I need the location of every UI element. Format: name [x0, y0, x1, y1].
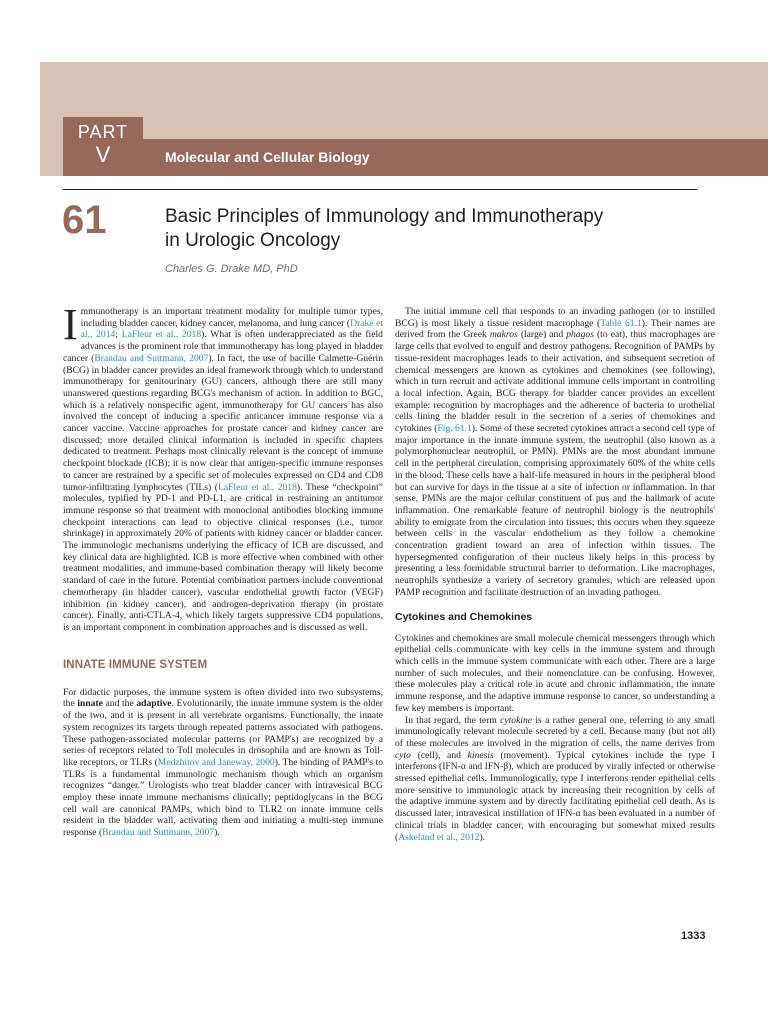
citation-link[interactable]: Askeland et al., 2012 [398, 831, 480, 843]
chapter-title [165, 205, 685, 253]
citation-link[interactable]: LaFleur et al., 2018 [121, 329, 202, 341]
table-reference-link[interactable]: Table 61.1 [600, 317, 642, 329]
author-byline: Charles G. Drake MD, PhD [165, 263, 298, 275]
chapter-title-line-1: Basic Principles of Immunology and Immunotherapy [165, 206, 604, 227]
chapter-number: 61 [62, 198, 107, 242]
figure-reference-link[interactable]: Fig. 61.1 [437, 423, 472, 435]
right-column [395, 306, 715, 843]
section-heading: INNATE IMMUNE SYSTEM [63, 658, 208, 671]
citation-link[interactable]: Brandau and Suttmann, 2007 [102, 827, 215, 839]
citation-link[interactable]: LaFleur et al., 2018 [217, 481, 297, 493]
drop-cap: I [63, 300, 78, 349]
body-paragraph: For didactic purposes, the immune system is often divided into two subsystems, the innate and the adaptive. Evolutionarily, the innate immune system is the older of the two, and it is present in all vertebrate organisms. Functionally, the innate system recognizes its targets through repeated patterns associated with pathogens. These pathogen-associated molecular patterns (or PAMP's) are recognized by a series of receptors related to Toll molecules in drosophila and are known as Toll-like receptors, or TLRs (Medzhitov and Janeway, 2000). The binding of PAMP's to TLRs is a fundamental immunologic mechanism though which an organism recognizes “danger.” Urologists who treat bladder cancer with intravesical BCG employ these innate immune mechanisms clinically; peptidoglycans in the BCG cell wall are canonical PAMPs, which bind to TLR2 on innate immune cells resident in the bladder wall, activating them and initiating a multi-step immune response (Brandau and Suttmann, 2007). [63, 686, 383, 839]
subsection-heading: Cytokines and Chemokines [395, 610, 533, 623]
chapter-title-line-2: in Urologic Oncology [165, 230, 341, 251]
part-title: Molecular and Cellular Biology [165, 149, 370, 165]
citation-link[interactable]: Drake et al., 2014 [80, 317, 383, 341]
body-paragraph: Cytokines and chemokines are small molecule chemical messengers through which epithelial cells communicate with key cells in the immune system and through which cells in the immune system communicate with each other. There are a large number of such molecules, and their nomenclature can be confusing. However, these molecules play a critical role in acute and chronic inflammation, the innate immune response, and the adaptive immune response to cancer, so understanding a few key members is important. [395, 632, 715, 714]
part-label: PART [77, 122, 129, 142]
body-paragraph: In that regard, the term cytokine is a rather general one, referring to any small immunologically relevant molecule secreted by a cell. Because many (but not all) of these molecules are involved in the migration of cells, the name derives from cyto (cell), and kinesis (movement). Typical cytokines include the type I interferons (IFN-α and IFN-β), which are produced by virally infected or otherwise stressed epithelial cells. Immunologically, type I interferons render epithelial cells more sensitive to immunologic attack by increasing their recognition by cells of the adaptive immune system and by directly facilitating epithelial cell death. As is discussed later, intravesical instillation of IFN-α has been evaluated in a number of clinical trials in bladder cancer, with encouraging but somewhat mixed results (Askeland et al., 2012). [395, 714, 715, 843]
page-number: 1333 [681, 930, 706, 942]
left-column [63, 300, 383, 839]
chapter-divider [63, 189, 697, 190]
citation-link[interactable]: Medzhitov and Janeway, 2000 [157, 756, 275, 768]
citation-link[interactable]: Brandau and Suttmann, 2007 [94, 352, 209, 364]
body-paragraph: The initial immune cell that responds to an invading pathogen (or to instilled BCG) is most likely a tissue resident macrophage (Table 61.1). Their names are derived from the Greek makros (large) and phagos (to eat), thus macrophages are large cells that evolved to engulf and destroy pathogens. Recognition of PAMPs by tissue-resident macrophages leads to their activation, and subsequent secretion of chemical messengers are known as cytokines and chemokines (see following), which in turn recruit and activate additional immune cells important in controlling a local infection. Again, BCG therapy for bladder cancer provides an excellent example: recognition by macrophages and the adherence of bacteria to urothelial cells lining the bladder result in the secretion of a series of chemokines and cytokines (Fig. 61.1). Some of these secreted cytokines attract a second cell type of major importance in the innate immune system, the neutrophil (also known as a polymorphonuclear neutrophil, or PMN). PMNs are the most abundant immune cell in the peripheral circulation, comprising approximately 60% of the white cells in the blood. These cells have a half-life measured in hours in the peripheral blood but can survive for days in the tissue at a site of infection or inflammation. In that sense, PMNs are the major cellular constituent of pus and the hallmark of acute inflammation. One remarkable feature of neutrophil biology is the neutrophils' ability to emigrate from the circulation into tissues; this occurs when they squeeze between cells in the vascular endothelium as they follow a chemokine concentration gradient toward an area of infection within tissues. The hypersegmented configuration of their nucleus likely helps in this process by presenting a less formidable structural barrier to deformation. Like macrophages, neutrophils synthesize a variety of secretory granules, which are released upon PAMP recognition and facilitate destruction of an invading pathogen. [395, 306, 716, 598]
part-badge [63, 117, 143, 176]
part-numeral: V [95, 142, 111, 167]
intro-paragraph: Immunotherapy is an important treatment modality for multiple tumor types, including bladder cancer, kidney cancer, melanoma, and lung cancer (Drake et al., 2014; LaFleur et al., 2018). What is often underappreciated as the field advances is the prominent role that immunotherapy has long played in bladder cancer (Brandau and Suttmann, 2007). In fact, the use of bacille Calmette-Guérin (BCG) in bladder cancer provides an ideal framework through which to understand immunotherapy for genitourinary (GU) cancers, although there are still many unanswered questions regarding BCG's mechanism of action. In addition to BGC, which is a relatively nonspecific agent, immunotherapy for GU cancers has also involved the concept of inducing a specific anticancer immune response via a cancer vaccine. Vaccine approaches for prostate cancer and kidney cancer are discussed; more detailed clinical information is included in specific chapters dedicated to treatment. Perhaps most clinically relevant is the concept of immune checkpoint blockade (ICB); it is now clear that antigen-specific immune responses to cancer are restrained by a specific set of molecules expressed on CD4 and CD8 tumor-infiltrating lymphocytes (TILs) (LaFleur et al., 2018). These “checkpoint” molecules, typified by PD-1 and PD-L1, are critical in restraining an antitumor immune response so that treatment with monoclonal antibodies blocking immune checkpoint interactions can lead to objective clinical responses (i.e., tumor shrinkage) in approximately 20% of patients with kidney cancer or bladder cancer. The immunologic mechanisms underlying the efficacy of ICB are discussed, and key clinical data are highlighted. ICB is more effective when combined with other treatment modalities, and immune-based combination therapy will likely become standard of care in the future. Potential combination partners include conventional chemotherapy (in bladder cancer), vascular endothelial growth factor (VEGF) inhibition (in kidney cancer), and androgen-deprivation therapy (in prostate cancer). Finally, anti-CTLA-4, which likely targets suppressive CD4 populations, is an important component in combination approaches and is discussed as well. [63, 300, 383, 633]
